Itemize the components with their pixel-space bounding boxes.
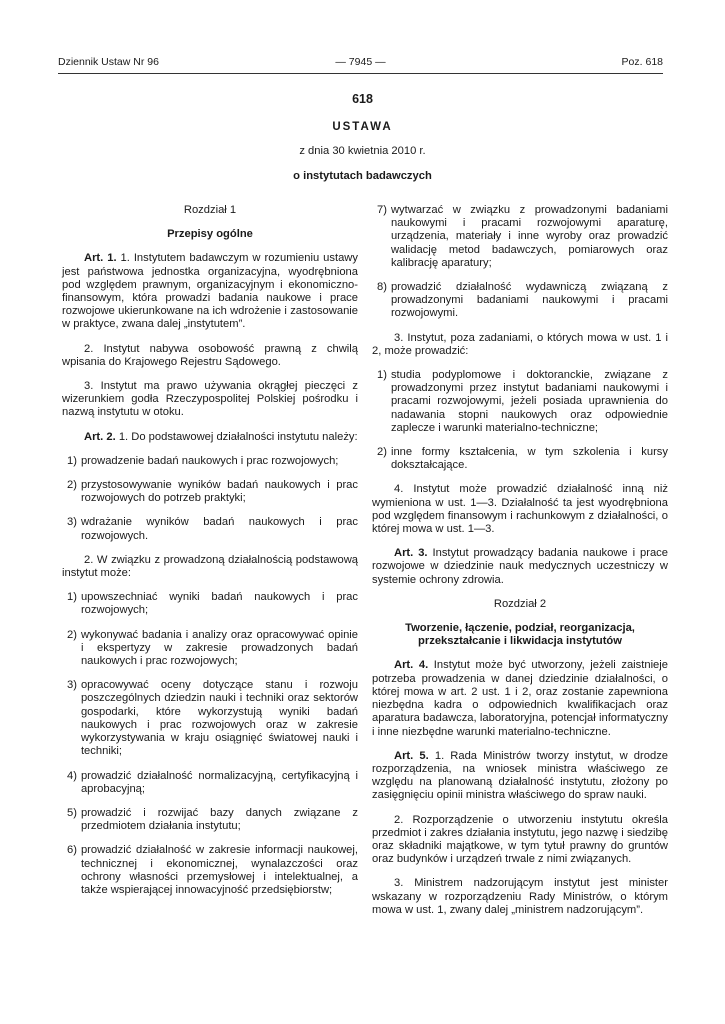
art5-p2: 2. Rozporządzenie o utworzeniu instytutu określa przedmiot i zakres działania instytutu, jego nazwę i siedzibę oraz składniki majątkowe, w tym tytuł prawny do gruntów oraz budynków i urządzeń trwale z nimi związanych. bbox=[372, 813, 668, 866]
art1-p2: 2. Instytut nabywa osobowość prawną z chwilą wpisania do Krajowego Rejestru Sądowego. bbox=[62, 342, 358, 368]
art3: Art. 3. Instytut prowadzący badania naukowe i prace rozwojowe w dziedzinie nauk medycznych uczestniczy w systemie ochrony zdrowia. bbox=[372, 547, 668, 586]
art2-list3 bbox=[372, 369, 668, 472]
list-item: 1) studia podyplomowe i doktoranckie, związane z prowadzonymi przez instytut badaniami naukowymi i pracami rozwojowymi, jeżeli posiada uprawnienia do nadawania stopni naukowych oraz odpowiednie zaplecze i warunki materialno-techniczne; bbox=[377, 369, 668, 434]
art2-list1 bbox=[62, 455, 358, 543]
list-item: 5) prowadzić i rozwijać bazy danych związane z przedmiotem działania instytutu; bbox=[67, 806, 358, 833]
chapter-2: Rozdział 2 bbox=[493, 597, 547, 610]
list-item: 7) wytwarzać w związku z prowadzonymi badaniami naukowymi i pracami rozwojowymi aparaturę, urządzenia, materiały i inne wyroby oraz prowadzić walidację metod badawczych, pomiarowych oraz kalibrację aparatury; bbox=[377, 204, 668, 269]
art4-label: Art. 4. bbox=[394, 659, 429, 672]
page-number: — 7945 — bbox=[335, 56, 386, 68]
list-item: 6) prowadzić działalność w zakresie informacji naukowej, technicznej i ekonomicznej, wynalazczości oraz ochrony własności przemysłowej i intelektualnej, a także wspierającej innowacyjność przedsiębiorstw; bbox=[67, 844, 358, 896]
act-subject: o instytutach badawczych bbox=[293, 170, 432, 182]
header-rule bbox=[58, 73, 663, 74]
chapter-1-title: Przepisy ogólne bbox=[167, 228, 253, 241]
list-item: 1) prowadzenie badań naukowych i prac rozwojowych; bbox=[67, 454, 339, 467]
position-number: Poz. 618 bbox=[621, 56, 663, 68]
art2-label: Art. 2. bbox=[84, 430, 116, 443]
act-date: z dnia 30 kwietnia 2010 r. bbox=[299, 145, 426, 157]
list-item: 3) opracowywać oceny dotyczące stanu i rozwoju poszczególnych dziedzin nauki i techniki oraz sektorów gospodarki, które wykorzystują wyniki badań naukowych i prac rozwojowych oraz w zakresie wykorzystywania w kraju osiągnięć światowej nauki i techniki; bbox=[67, 679, 358, 758]
list-item: 2) inne formy kształcenia, w tym szkolenia i kursy dokształcające. bbox=[377, 446, 668, 472]
art1-p1: Art. 1. 1. Instytutem badawczym w rozumieniu ustawy jest państwowa jednostka organizacyjna, wyodrębniona pod względem prawnym, organizacyjnym i ekonomiczno-finansowym, która prowadzi badania naukowe i prace rozwojowe ukierunkowane na ich wdrożenie i zastosowanie w praktyce, zwana dalej „instytutem”. bbox=[62, 252, 358, 331]
art5-p1: Art. 5. 1. Rada Ministrów tworzy instytut, w drodze rozporządzenia, na wniosek ministra właściwego ze względu na planowaną działalność instytutu, złożony po zasięgnięciu opinii ministra właściwego do spraw nauki. bbox=[372, 749, 669, 802]
list-item: 2) wykonywać badania i analizy oraz opracowywać opinie i ekspertyzy w zakresie prowadzonych badań naukowych i prac rozwojowych; bbox=[67, 628, 358, 668]
act-type: USTAWA bbox=[332, 121, 393, 133]
art5-label: Art. 5. bbox=[394, 749, 429, 762]
list-item: 3) wdrażanie wyników badań naukowych i prac rozwojowych. bbox=[67, 516, 358, 542]
list-item: 1) upowszechniać wyniki badań naukowych i prac rozwojowych; bbox=[67, 591, 358, 617]
page-header bbox=[58, 56, 663, 72]
journal-name: Dziennik Ustaw Nr 96 bbox=[58, 56, 159, 68]
art4: Art. 4. Instytut może być utworzony, jeżeli zaistnieje potrzeba prowadzenia w danej dziedzinie działalności, o której mowa w art. 2 ust. 1 i 2, oraz zostanie zapewniona niezbędna kadra o odpowiednich kwalifikacjach oraz aparatura badawcza, laboratoryjna, potencjał informatyczny i inne niezbędne warunki materialno-techniczne. bbox=[372, 659, 668, 738]
art1-label: Art. 1. bbox=[84, 252, 117, 265]
act-number: 618 bbox=[352, 92, 373, 106]
art2-p1: Art. 2. 1. Do podstawowej działalności instytutu należy: bbox=[84, 430, 358, 443]
art2-p2: 2. W związku z prowadzoną działalnością podstawową instytut może: bbox=[62, 553, 358, 580]
list-item: 2) przystosowywanie wyników badań naukowych i prac rozwojowych do potrzeb praktyki; bbox=[67, 479, 358, 505]
art2-p4: 4. Instytut może prowadzić działalność inną niż wymieniona w ust. 1—3. Działalność ta jest wyodrębniona pod względem finansowym i rachunkowym z działalności, o której mowa w ust. 1—3. bbox=[372, 483, 668, 536]
art2-list2-cont bbox=[372, 204, 668, 321]
art5-p3: 3. Ministrem nadzorującym instytut jest minister wskazany w rozporządzeniu Rady Ministrów, o którym mowa w ust. 1, zwany dalej „ministrem nadzorującym”. bbox=[372, 877, 668, 916]
art3-label: Art. 3. bbox=[394, 547, 428, 560]
art1-p3: 3. Instytut ma prawo używania okrągłej pieczęci z wizerunkiem godła Rzeczypospolitej Polskiej pośrodku i nazwą instytutu w otoku. bbox=[62, 380, 358, 419]
right-column bbox=[372, 204, 668, 928]
list-item: 8) prowadzić działalność wydawniczą związaną z prowadzonymi badaniami naukowymi i pracami rozwojowymi. bbox=[377, 281, 668, 320]
chapter-1: Rozdział 1 bbox=[183, 204, 237, 216]
left-column bbox=[62, 204, 358, 908]
art2-p3: 3. Instytut, poza zadaniami, o których mowa w ust. 1 i 2, może prowadzić: bbox=[372, 331, 668, 357]
art2-list2 bbox=[62, 591, 358, 897]
chapter-2-title: Tworzenie, łączenie, podział, reorganizacja, przekształcanie i likwidacja instytutów bbox=[405, 622, 635, 648]
list-item: 4) prowadzić działalność normalizacyjną, certyfikacyjną i aprobacyjną; bbox=[67, 769, 358, 795]
